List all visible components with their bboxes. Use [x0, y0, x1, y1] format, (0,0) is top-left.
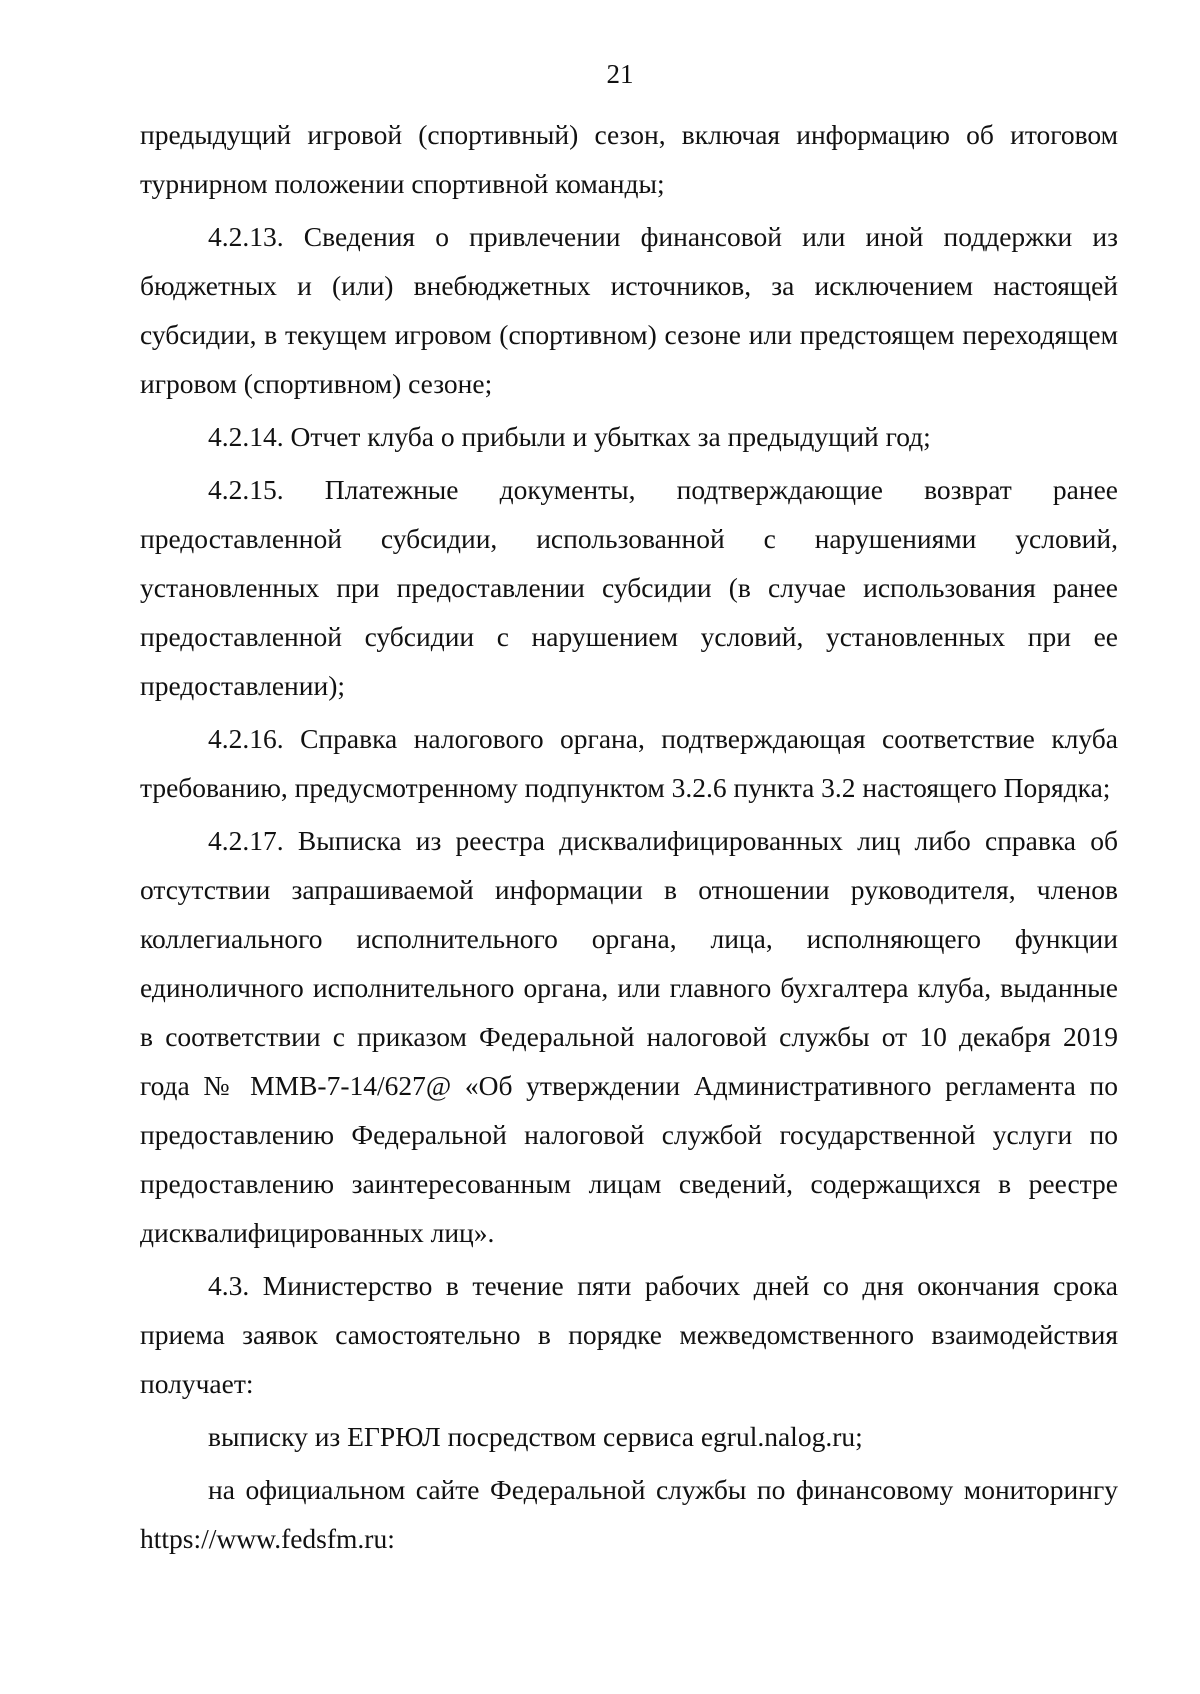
paragraph-4-2-14: 4.2.14. Отчет клуба о прибыли и убытках за предыдущий год;	[208, 421, 931, 452]
document-body	[140, 110, 1118, 1563]
paragraph-continuation: предыдущий игровой (спортивный) сезон, включая информацию об итоговом турнирном положении спортивной команды;	[140, 119, 1118, 199]
paragraph-4-2-13: 4.2.13. Сведения о привлечении финансовой или иной поддержки из бюджетных и (или) внебюджетных источников, за исключением настоящей субсидии, в текущем игровом (спортивном) сезоне или предстоящем переходящем игровом (спортивном) сезоне;	[140, 221, 1118, 399]
paragraph-fedsfm-site: на официальном сайте Федеральной службы по финансовому мониторингу https://www.fedsfm.ru:	[140, 1474, 1118, 1554]
paragraph-4-3: 4.3. Министерство в течение пяти рабочих дней со дня окончания срока приема заявок самостоятельно в порядке межведомственного взаимодействия получает:	[140, 1270, 1118, 1399]
paragraph-4-2-17: 4.2.17. Выписка из реестра дисквалифицированных лиц либо справка об отсутствии запрашиваемой информации в отношении руководителя, членов коллегиального исполнительного органа, лица, исполняющего функции единоличного исполнительного органа, или главного бухгалтера клуба, выданные в соответствии с приказом Федеральной налоговой службы от 10 декабря 2019 года № ММВ-7-14/627@ «Об утверждении Административного регламента по предоставлению Федеральной налоговой службой государственной услуги по предоставлению заинтересованным лицам сведений, содержащихся в реестре дисквалифицированных лиц».	[140, 825, 1118, 1248]
paragraph-egrul-extract: выписку из ЕГРЮЛ посредством сервиса egrul.nalog.ru;	[208, 1421, 863, 1452]
paragraph-4-2-15: 4.2.15. Платежные документы, подтверждающие возврат ранее предоставленной субсидии, использованной с нарушениями условий, установленных при предоставлении субсидии (в случае использования ранее предоставленной субсидии с нарушением условий, установленных при ее предоставлении);	[140, 474, 1118, 701]
paragraph-4-2-16: 4.2.16. Справка налогового органа, подтверждающая соответствие клуба требованию, предусмотренному подпунктом 3.2.6 пункта 3.2 настоящего Порядка;	[140, 723, 1118, 803]
page-number: 21	[606, 59, 634, 89]
